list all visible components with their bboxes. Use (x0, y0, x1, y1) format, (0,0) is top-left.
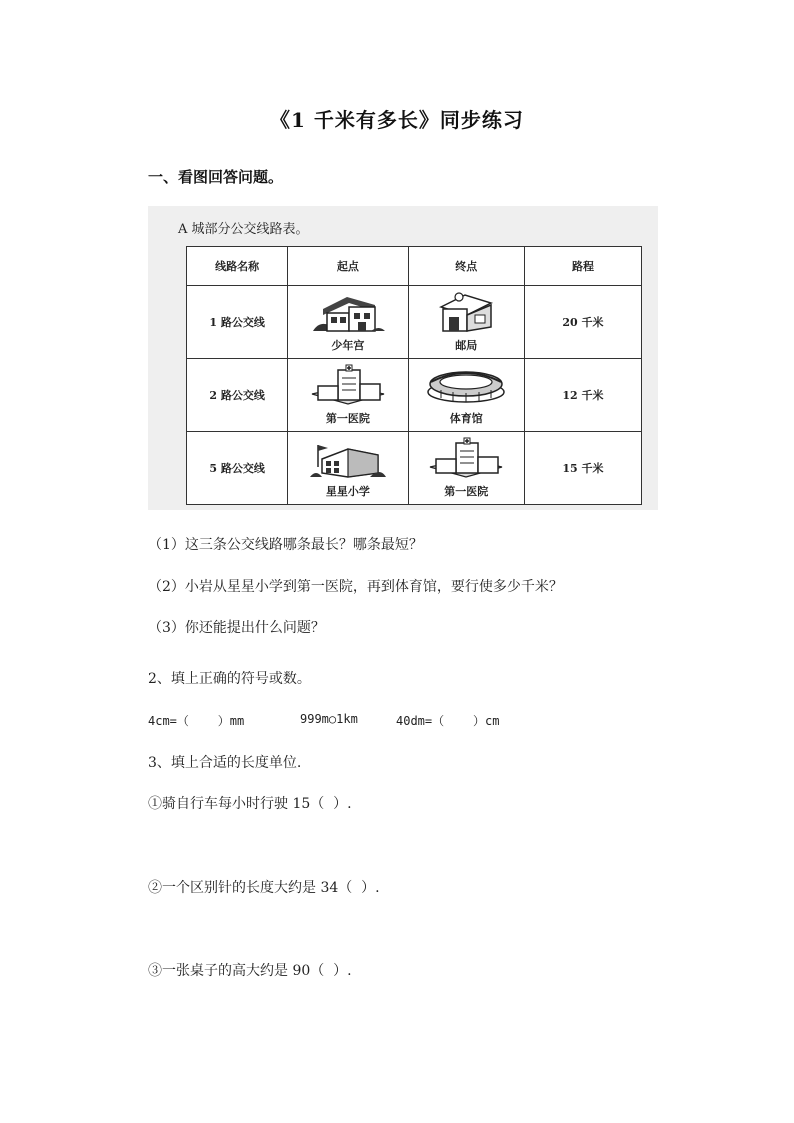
start-cell (288, 359, 408, 432)
fill-item-2: 999m○1km (300, 712, 358, 726)
route-name: 5 路公交线 (187, 432, 288, 505)
table-row (187, 432, 642, 505)
unit-item-3: ③一张桌子的高大约是 90（ ）. (148, 963, 352, 979)
header-distance: 路程 (524, 247, 641, 286)
fill-item-3: 40dm=（ ）cm (396, 714, 500, 728)
section-3-heading: 3、填上合适的长度单位. (148, 755, 302, 771)
question-1: （1）这三条公交线路哪条最长？哪条最短？ (148, 537, 423, 553)
start-cell (288, 286, 408, 359)
post-office-icon (431, 291, 501, 335)
end-label: 体育馆 (449, 412, 483, 425)
section-1-heading: 一、看图回答问题。 (148, 168, 284, 186)
end-label: 邮局 (455, 339, 478, 352)
bus-route-figure (148, 206, 658, 510)
start-label: 星星小学 (325, 485, 370, 498)
distance-cell: 20 千米 (524, 286, 641, 359)
distance-cell: 12 千米 (524, 359, 641, 432)
end-cell (408, 432, 524, 505)
end-cell (408, 359, 524, 432)
route-name: 1 路公交线 (187, 286, 288, 359)
question-2: （2）小岩从星星小学到第一医院，再到体育馆，要行使多少千米？ (148, 579, 563, 595)
hospital-icon (308, 364, 388, 408)
end-cell (408, 286, 524, 359)
unit-item-2: ②一个区别针的长度大约是 34（ ）. (148, 880, 380, 896)
table-header-row (187, 247, 642, 286)
figure-caption: A 城部分公交线路表。 (178, 222, 309, 237)
header-end: 终点 (408, 247, 524, 286)
page-title: 《1 千米有多长》同步练习 (270, 108, 524, 132)
stadium-icon (423, 364, 509, 408)
section-2-heading: 2、填上正确的符号或数。 (148, 671, 311, 687)
bus-route-table (186, 246, 642, 505)
start-label: 第一医院 (325, 412, 370, 425)
table-row (187, 286, 642, 359)
distance-cell: 15 千米 (524, 432, 641, 505)
start-cell (288, 432, 408, 505)
route-name: 2 路公交线 (187, 359, 288, 432)
header-route: 线路名称 (187, 247, 288, 286)
hospital-icon (426, 437, 506, 481)
school-icon (308, 437, 388, 481)
end-label: 第一医院 (444, 485, 489, 498)
table-row (187, 359, 642, 432)
start-label: 少年宫 (331, 339, 365, 352)
house-icon (309, 291, 387, 335)
header-start: 起点 (288, 247, 408, 286)
unit-item-1: ①骑自行车每小时行驶 15（ ）. (148, 796, 352, 812)
fill-item-1: 4cm=（ ）mm (148, 714, 245, 728)
question-3: （3）你还能提出什么问题？ (148, 620, 325, 636)
